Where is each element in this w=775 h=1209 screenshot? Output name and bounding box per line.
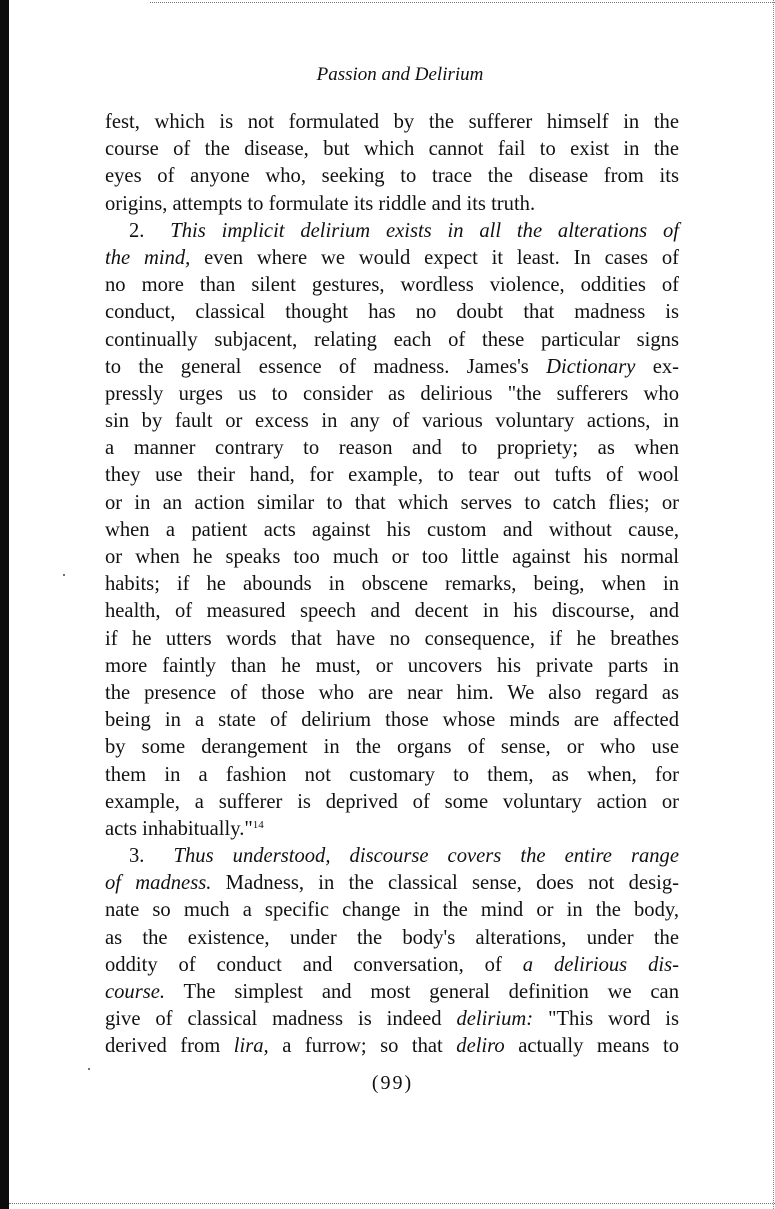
- paragraph-heading: Thus understood, discourse covers the entire range: [173, 845, 679, 868]
- scan-bottom-edge: [9, 1203, 775, 1204]
- text-line: oddity of conduct and conversation, of a delirious dis-: [105, 953, 679, 976]
- text-line: habits; if he abounds in obscene remarks, being, when in: [105, 573, 679, 596]
- paragraph-number: 2.: [129, 219, 145, 242]
- text-line: to the general essence of madness. James's Dictionary ex-: [105, 355, 680, 378]
- text-line: the presence of those who are near him. We also regard as: [105, 681, 679, 704]
- text-line: course of the disease, but which cannot fail to exist in the: [105, 138, 679, 161]
- footnote-reference: 14: [252, 818, 264, 831]
- text-line: health, of measured speech and decent in his discourse, and: [105, 600, 679, 623]
- text-line: fest, which is not formulated by the sufferer himself in the: [105, 111, 679, 133]
- italic-title: Dictionary: [546, 355, 636, 378]
- text-line: eyes of anyone who, seeking to trace the disease from its: [105, 165, 679, 188]
- text-line: sin by fault or excess in any of various voluntary actions, in: [105, 410, 679, 433]
- text-line: them in a fashion not customary to them, as when, for: [105, 763, 679, 786]
- page-number: (99): [371, 1072, 414, 1094]
- text-line: by some derangement in the organs of sense, or who use: [105, 736, 679, 759]
- running-head: Passion and Delirium: [316, 64, 484, 85]
- text-line: give of classical madness is indeed delirium: "This word is: [105, 1008, 679, 1031]
- text-line: when a patient acts against his custom and without cause,: [105, 518, 679, 541]
- text-line: derived from lira, a furrow; so that deliro actually means to: [105, 1035, 679, 1058]
- text-line: or in an action similar to that which serves to catch flies; or: [105, 491, 679, 514]
- italic-term: delirium:: [456, 1008, 534, 1031]
- text-line: of madness. Madness, in the classical sense, does not desig-: [105, 872, 680, 895]
- text-line: nate so much a specific change in the mind or in the body,: [105, 899, 679, 922]
- italic-phrase: a delirious dis-: [522, 953, 679, 976]
- scan-binding-edge: [0, 0, 9, 1209]
- scan-top-edge: [150, 2, 775, 3]
- text-line: origins, attempts to formulate its riddle and its truth.: [105, 192, 536, 215]
- paragraph-number: 3.: [129, 845, 145, 868]
- italic-phrase: course.: [105, 981, 166, 1003]
- paragraph-heading-end: of madness.: [105, 872, 212, 895]
- text-line: acts inhabitually."$^{14}$: [105, 817, 264, 840]
- text-line: or when he speaks too much or too little against his normal: [105, 546, 679, 568]
- text-line: as the existence, under the body's alterations, under the: [105, 926, 679, 949]
- text-line: if he utters words that have no consequence, if he breathes: [105, 627, 679, 650]
- text-line: the mind, even where we would expect it least. In cases of: [105, 246, 679, 269]
- paragraph-3-heading-line: [105, 843, 679, 870]
- italic-term: deliro: [456, 1035, 505, 1058]
- text-line: conduct, classical thought has no doubt that madness is: [105, 301, 679, 324]
- text-line: no more than silent gestures, wordless violence, oddities of: [105, 274, 679, 297]
- text-line: a manner contrary to reason and to propriety; as when: [105, 437, 679, 460]
- scan-speck: [63, 574, 65, 576]
- page-body: [105, 109, 679, 1061]
- paragraph-heading-end: the mind,: [105, 246, 191, 269]
- italic-term: lira,: [233, 1035, 269, 1058]
- text-line: they use their hand, for example, to tear out tufts of wool: [105, 464, 679, 487]
- text-line: pressly urges us to consider as delirious "the sufferers who: [105, 382, 679, 405]
- text-line: more faintly than he must, or uncovers his private parts in: [105, 654, 679, 677]
- text-line: continually subjacent, relating each of these particular signs: [105, 328, 679, 351]
- paragraph-heading: This implicit delirium exists in all the alterations of: [170, 219, 679, 242]
- scan-right-edge: [773, 0, 774, 1209]
- paragraph-2-heading-line: [105, 218, 679, 245]
- text-line: being in a state of delirium those whose minds are affected: [105, 709, 679, 732]
- text-line: course. The simplest and most general definition we can: [105, 981, 679, 1003]
- text-line: example, a sufferer is deprived of some voluntary action or: [105, 790, 679, 813]
